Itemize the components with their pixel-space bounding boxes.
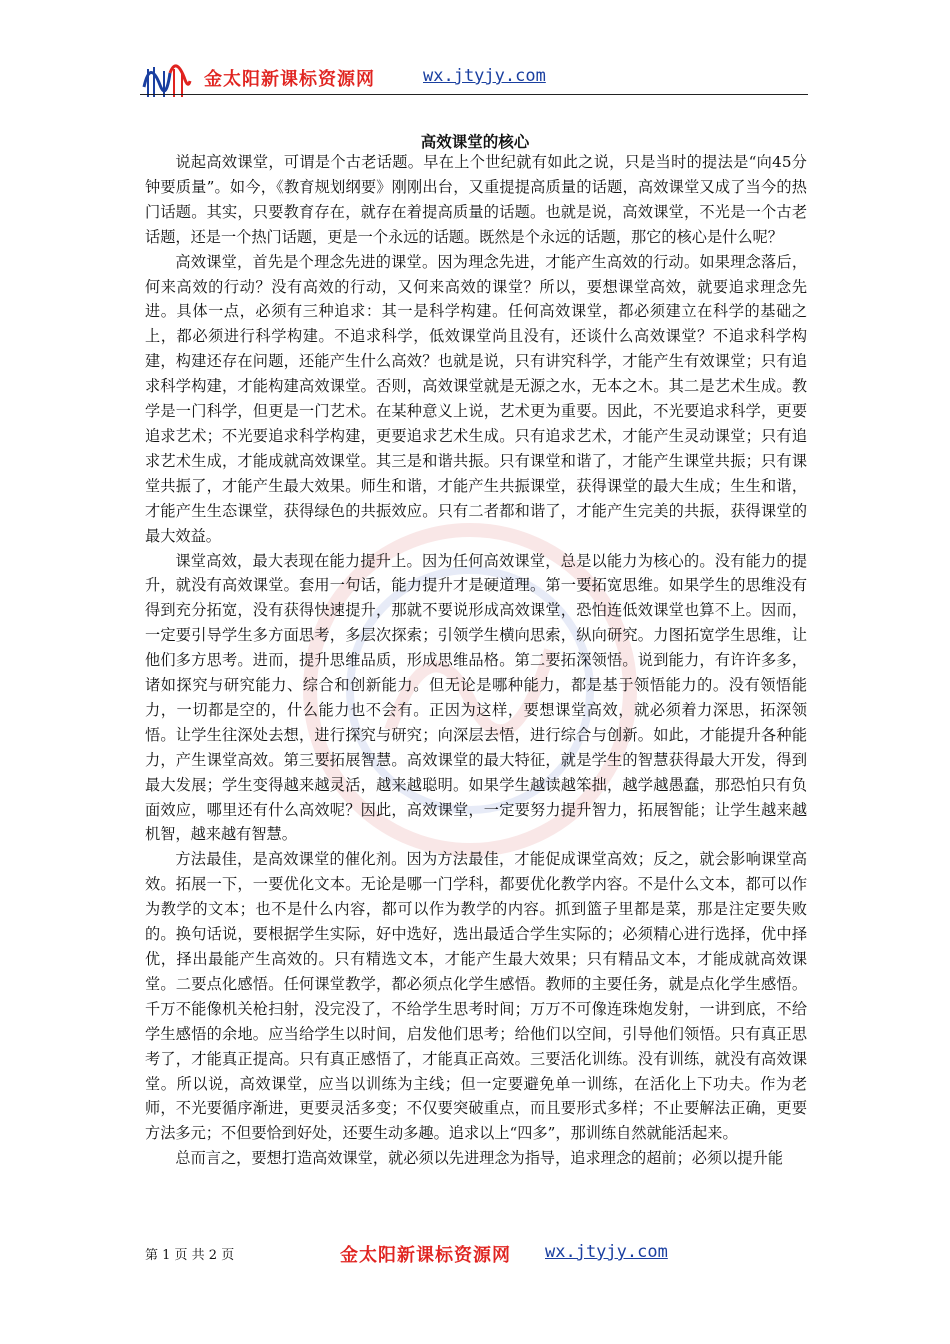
header-rule [140,94,808,95]
site-brand: 金太阳新课标资源网 [204,69,375,90]
paragraph: 总而言之，要想打造高效课堂，就必须以先进理念为指导，追求理念的超前；必须以提升能 [175,1149,783,1168]
footer-brand: 金太阳新课标资源网 [340,1245,511,1266]
article-body [145,150,807,1171]
page-title: 高效课堂的核心 [420,132,530,151]
paragraph: 高效课堂，首先是个理念先进的课堂。因为理念先进，才能产生高效的行动。如果理念落后，何来高效的行动？没有高效的行动，又何来高效的课堂？所以，要想课堂高效，就要追求理念先进。具体一点，必须有三种追求：其一是科学构建。任何高效课堂，都必须建立在科学的基础之上，都必须进行科学构建。不追求科学，低效课堂尚且没有，还谈什么高效课堂？不追求科学构建，构建还存在问题，还能产生什么高效？也就是说，只有讲究科学，才能产生有效课堂；只有追求科学构建，才能构建高效课堂。否则，高效课堂就是无源之水，无本之木。其二是艺术生成。教学是一门科学，但更是一门艺术。在某种意义上说，艺术更为重要。因此，不光要追求科学，更要追求艺术；不光要追求科学构建，更要追求艺术生成。只有追求艺术，才能产生灵动课堂；只有追求艺术生成，才能成就高效课堂。其三是和谐共振。只有课堂和谐了，才能产生课堂共振；只有课堂共振了，才能产生最大效果。师生和谐，才能产生共振课堂，获得课堂的最大生成；生生和谐，才能产生生态课堂，获得绿色的共振效应。只有二者都和谐了，才能产生完美的共振，获得课堂的最大效益。 [145,252,807,545]
paragraph: 课堂高效，最大表现在能力提升上。因为任何高效课堂，总是以能力为核心的。没有能力的提升，就没有高效课堂。套用一句话，能力提升才是硬道理。第一要拓宽思维。如果学生的思维没有得到充分拓宽，没有获得快速提升，那就不要说形成高效课堂，恐怕连低效课堂也算不上。因而，一定要引导学生多方面思考，多层次探索；引领学生横向思索，纵向研究。力图拓宽学生思维，让他们多方思考。进而，提升思维品质，形成思维品格。第二要拓深领悟。说到能力，有许许多多，诸如探究与研究能力、综合和创新能力。但无论是哪种能力，都是基于领悟能力的。没有领悟能力，一切都是空的，什么能力也不会有。正因为这样，要想课堂高效，就必须着力深思，拓深领悟。让学生往深处去想，进行探究与研究；向深层去悟，进行综合与创新。如此，才能提升各种能力，产生课堂高效。第三要拓展智慧。高效课堂的最大特征，就是学生的智慧获得最大开发，得到最大发展；学生变得越来越灵活，越来越聪明。如果学生越读越笨拙，越学越愚蠢，那恐怕只有负面效应，哪里还有什么高效呢？因此，高效课堂，一定要努力提升智力，拓展智能；让学生越来越机智，越来越有智慧。 [145,551,807,844]
paragraph: 说起高效课堂，可谓是个古老话题。早在上个世纪就有如此之说，只是当时的提法是“向45分钟要质量”。如今，《教育规划纲要》刚刚出台，又重提提高质量的话题，高效课堂又成了当今的热门话题。其实，只要教育存在，就存在着提高质量的话题。也就是说，高效课堂，不光是一个古老话题，还是一个热门话题，更是一个永远的话题。既然是个永远的话题，那它的核心是什么呢？ [145,153,807,246]
site-link[interactable]: wx.jtyjy.com [423,66,546,86]
footer-site-link[interactable]: wx.jtyjy.com [545,1242,668,1262]
page-number: 第 1 页 共 2 页 [145,1248,235,1263]
paragraph: 方法最佳，是高效课堂的催化剂。因为方法最佳，才能促成课堂高效；反之，就会影响课堂高效。拓展一下，一要优化文本。无论是哪一门学科，都要优化教学内容。不是什么文本，都可以作为教学的文本；也不是什么内容，都可以作为教学的内容。抓到篮子里都是菜，那是注定要失败的。换句话说，要根据学生实际，好中选好，选出最适合学生实际的；必须精心进行选择，优中择优，择出最能产生高效的。只有精选文本，才能产生最大效果；只有精品文本，才能成就高效课堂。二要点化感悟。任何课堂教学，都必须点化学生感悟。教师的主要任务，就是点化学生感悟。千万不能像机关枪扫射，没完没了，不给学生思考时间；万万不可像连珠炮发射，一讲到底，不给学生感悟的余地。应当给学生以时间，启发他们思考；给他们以空间，引导他们领悟。只有真正思考了，才能真正提高。只有真正感悟了，才能真正高效。三要活化训练。没有训练，就没有高效课堂。所以说，高效课堂，应当以训练为主线；但一定要避免单一训练，在活化上下功夫。作为老师，不光要循序渐进，更要灵活多变；不仅要突破重点，而且要形式多样；不止要解法正确，更要方法多元；不但要恰到好处，还要生动多趣。追求以上“四多”，那训练自然就能活起来。 [145,850,807,1143]
